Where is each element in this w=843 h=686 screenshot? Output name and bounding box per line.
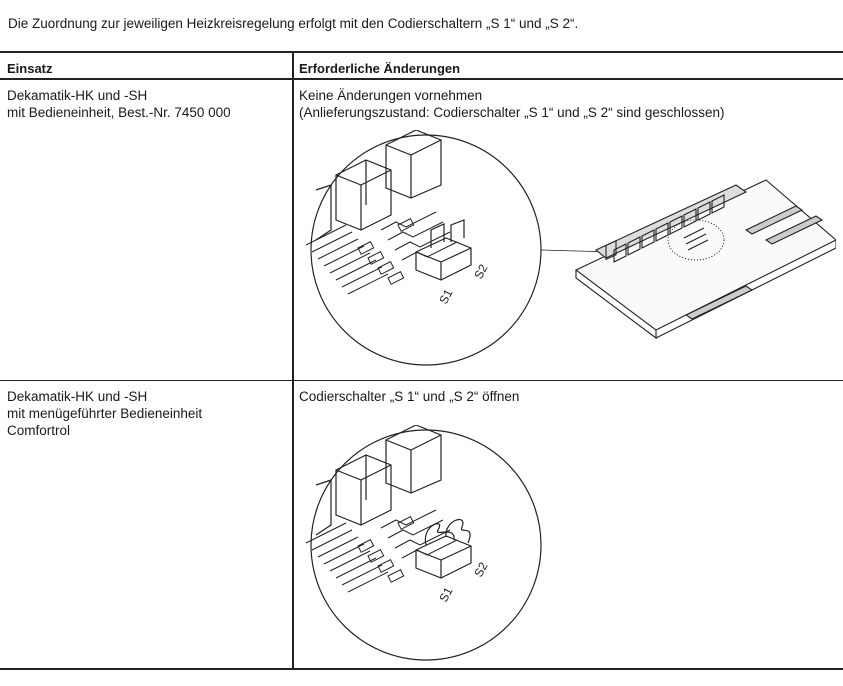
header-column-divider	[292, 53, 294, 78]
row1-aenderung-line1: Keine Änderungen vornehmen	[299, 88, 483, 103]
row2-figure	[296, 425, 566, 665]
row2-aenderung-line1: Codierschalter „S 1“ und „S 2“ öffnen	[299, 389, 520, 404]
circuit-board	[576, 180, 836, 338]
intro-text: Die Zuordnung zur jeweiligen Heizkreisregelung erfolgt mit den Codierschaltern „S 1“ und „S 2“.	[8, 16, 579, 31]
row1-aenderung	[299, 87, 724, 121]
column-divider	[292, 79, 294, 669]
label-s1: S1	[436, 286, 456, 307]
row-divider	[0, 380, 843, 381]
table-bottom-rule	[0, 668, 843, 670]
row1-einsatz-line1: Dekamatik-HK und -SH	[7, 88, 148, 103]
label-s2: S2	[471, 261, 491, 282]
row2-einsatz-line1: Dekamatik-HK und -SH	[7, 389, 148, 404]
row1-aenderung-line2: (Anlieferungszustand: Codierschalter „S 1“ und „S 2“ sind geschlossen)	[299, 105, 725, 120]
row2-einsatz-line2: mit menügeführter Bedieneinheit	[7, 406, 203, 421]
label-s2-2: S2	[471, 559, 491, 580]
row2-einsatz-line3: Comfortrol	[7, 423, 71, 438]
magnifier-circle	[311, 135, 541, 365]
row1-einsatz	[7, 87, 231, 121]
header-aenderungen: Erforderliche Änderungen	[299, 61, 461, 76]
row2-einsatz	[7, 388, 202, 439]
label-s1-2: S1	[436, 584, 456, 605]
table-top-rule	[0, 51, 843, 53]
header-einsatz: Einsatz	[7, 61, 53, 76]
row1-figure	[296, 130, 836, 375]
row2-aenderung	[299, 388, 519, 405]
header-bottom-rule	[0, 78, 843, 80]
row1-einsatz-line2: mit Bedieneinheit, Best.-Nr. 7450 000	[7, 105, 231, 120]
